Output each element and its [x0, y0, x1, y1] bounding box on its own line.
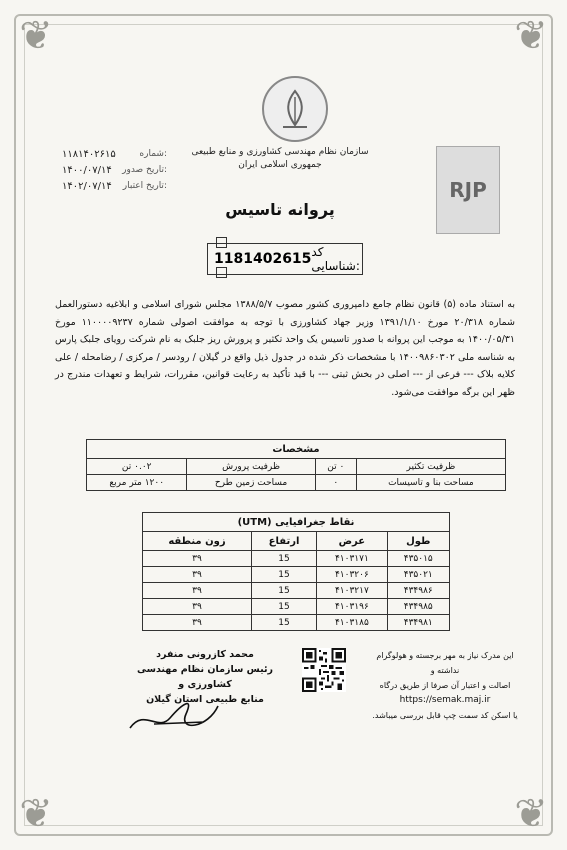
table-cell: 15	[251, 583, 316, 599]
table-cell: ۴۱۰۳۲۱۷	[317, 583, 387, 599]
table-cell: ۴۱۰۳۱۸۵	[317, 615, 387, 631]
utm-coordinates-table	[142, 512, 450, 631]
document-title: پروانه تاسیس	[225, 200, 335, 219]
table-cell: ۴۳۵۰۲۱	[387, 567, 449, 583]
table-row	[87, 475, 506, 491]
qr-code-icon[interactable]	[302, 648, 346, 692]
spec-label: مساحت بنا و تاسیسات	[356, 475, 505, 491]
table-cell: ۳۹	[143, 567, 252, 583]
spec-value: ۰	[315, 475, 356, 491]
checkbox-icon	[216, 237, 227, 248]
table-cell: ۴۳۴۹۸۱	[387, 615, 449, 631]
expiry-date-row	[62, 178, 167, 194]
registration-block	[62, 146, 167, 194]
table-cell: 15	[251, 599, 316, 615]
hologram-logo: RJP	[436, 146, 500, 234]
note-line: این مدرک نیاز به مهر برجسته و هولوگرام نداشته و	[376, 651, 514, 675]
checkbox-icon	[216, 267, 227, 278]
signatory-name: محمد کازرونی منفرد	[156, 649, 254, 660]
table-cell: ۳۹	[143, 599, 252, 615]
note-line: یا اسکن کد سمت چپ قابل بررسی میباشد.	[372, 711, 518, 720]
handwritten-signature	[124, 688, 224, 736]
expiry-date-label: تاریخ اعتبار:	[122, 181, 167, 191]
spec-label: ظرفیت پرورش	[187, 459, 315, 475]
utm-title: نقاط جغرافیایی (UTM)	[143, 513, 450, 532]
table-row	[87, 459, 506, 475]
spec-label: ظرفیت تکثیر	[356, 459, 505, 475]
column-header: عرض	[317, 532, 387, 551]
corner-ornament-icon: ❦	[19, 791, 53, 837]
table-cell: ۳۹	[143, 615, 252, 631]
table-header-row	[143, 532, 450, 551]
verification-note	[372, 648, 518, 723]
license-body-text: به استناد ماده (۵) قانون نظام جامع دامپروری کشور مصوب ۱۳۸۸/۵/۷ مجلس شورای اسلامی و ابلاغیه دستورالعمل شماره ۲۰/۳۱۸ مورخ ۱۳۹۱/۱/۱۰ وزیر جهاد کشاورزی با توجه به موافقت اصولی شماره ۱۱۰۰۰۰۹۲۳۷ مورخ ۱۴۰۰/۰۵/۳۱ به موجب این پروانه با صدور تاسیس یک واحد تکثیر و پرورش ریز جلبک به نام شرکت رویای جلبک پارس به شناسه ملی ۱۴۰۰۹۸۶۰۳۰۲ با مشخصات ذکر شده در جدول ذیل واقع در گیلان / رودسر / مرکزی / رضامحله / علی کلایه بلاک --- فرعی از --- اصلی در بخش ثبتی --- با قید تأکید به رعایت قوانین، مقررات، شرایط و تعهدات مندرج در ظهر این برگه موافقت می‌شود.	[55, 299, 515, 398]
signatory-title-line: رئیس سازمان نظام مهندسی کشاورزی و	[136, 664, 274, 690]
table-cell: ۴۱۰۳۱۷۱	[317, 551, 387, 567]
identification-code-box	[207, 243, 363, 275]
table-row	[143, 567, 450, 583]
table-cell: ۴۳۵۰۱۵	[387, 551, 449, 567]
table-cell: ۴۱۰۳۱۹۶	[317, 599, 387, 615]
column-header: زون منطقه	[143, 532, 252, 551]
organization-name	[190, 146, 370, 172]
table-cell: ۴۱۰۳۲۰۶	[317, 567, 387, 583]
table-cell: ۳۹	[143, 551, 252, 567]
table-cell: ۳۹	[143, 583, 252, 599]
identification-code: 1181402615	[214, 251, 312, 267]
spec-value: ۱۲۰۰ متر مربع	[87, 475, 187, 491]
table-row	[143, 599, 450, 615]
specifications-table	[86, 439, 506, 491]
verification-link[interactable]: https://semak.maj.ir	[399, 695, 491, 705]
column-header: ارتفاع	[251, 532, 316, 551]
identification-code-label: کد شناسایی:	[311, 245, 360, 273]
spec-label: مساحت زمین طرح	[187, 475, 315, 491]
corner-ornament-icon: ❦	[514, 791, 548, 837]
spec-value: ۰.۰۲ تن	[87, 459, 187, 475]
org-line-2: جمهوری اسلامی ایران	[238, 160, 322, 170]
signatory-title-line: منابع طبیعی استان گیلان	[146, 694, 264, 705]
registration-number-row	[62, 146, 167, 162]
specifications-title: مشخصات	[87, 440, 506, 459]
registration-number-label: شماره:	[139, 149, 167, 159]
table-row	[143, 615, 450, 631]
table-cell: 15	[251, 551, 316, 567]
issue-date-row	[62, 162, 167, 178]
table-cell: ۴۳۴۹۸۵	[387, 599, 449, 615]
registration-number: ۱۱۸۱۴۰۲۶۱۵	[62, 148, 116, 160]
expiry-date: ۱۴۰۲/۰۷/۱۴	[62, 180, 112, 192]
table-row	[143, 551, 450, 567]
note-line: اصالت و اعتبار آن صرفا از طریق درگاه	[379, 681, 511, 690]
spec-value: ۰ تن	[315, 459, 356, 475]
column-header: طول	[387, 532, 449, 551]
org-line-1: سازمان نظام مهندسی کشاورزی و منابع طبیعی	[191, 147, 369, 157]
table-row	[143, 583, 450, 599]
issue-date: ۱۴۰۰/۰۷/۱۴	[62, 164, 112, 176]
code-value-wrap	[214, 237, 311, 281]
organization-emblem-icon	[262, 76, 328, 142]
issue-date-label: تاریخ صدور:	[122, 165, 167, 175]
table-cell: 15	[251, 567, 316, 583]
corner-ornament-icon: ❦	[19, 13, 53, 59]
corner-ornament-icon: ❦	[514, 13, 548, 59]
table-cell: ۴۳۴۹۸۶	[387, 583, 449, 599]
table-cell: 15	[251, 615, 316, 631]
